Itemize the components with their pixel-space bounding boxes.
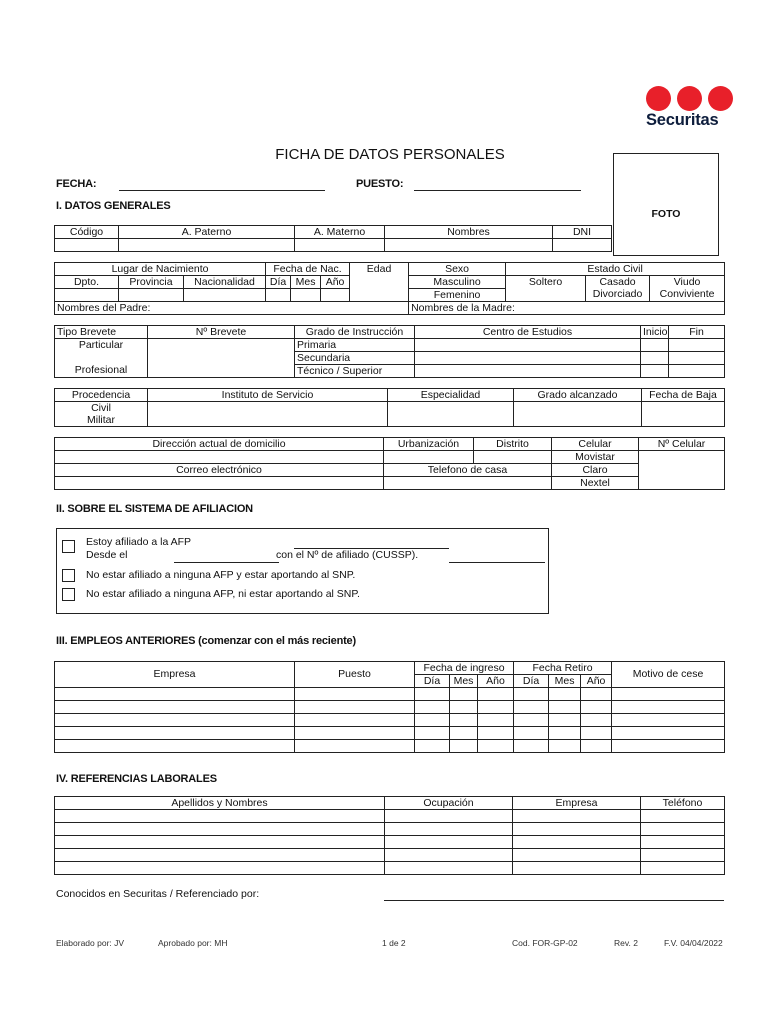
apellidos-nombres-header: Apellidos y Nombres: [55, 797, 385, 810]
table-row: [55, 862, 725, 875]
nacionalidad-header: Nacionalidad: [184, 276, 266, 289]
table-row: [55, 727, 725, 740]
table-row: [55, 701, 725, 714]
foto-box[interactable]: [613, 153, 719, 256]
procedencia-header: Procedencia: [55, 389, 148, 402]
procedencia-civil[interactable]: Civil: [55, 402, 148, 415]
centro-tecnico-field[interactable]: [415, 365, 641, 378]
provincia-field[interactable]: [119, 289, 184, 302]
n-celular-field[interactable]: [639, 451, 725, 490]
fin-tecnico-field[interactable]: [669, 365, 725, 378]
estado-viudo[interactable]: Viudo: [650, 276, 725, 289]
col-codigo: Código: [55, 226, 119, 239]
desde-field[interactable]: [174, 562, 279, 563]
sexo-masculino[interactable]: Masculino: [409, 276, 506, 289]
section-4-title: IV. REFERENCIAS LABORALES: [56, 773, 217, 785]
centro-primaria-field[interactable]: [415, 339, 641, 352]
col-a-paterno: A. Paterno: [119, 226, 295, 239]
edad-header: Edad: [350, 263, 409, 276]
ingreso-anio-header: Año: [478, 675, 514, 688]
urbanizacion-header: Urbanización: [384, 438, 474, 451]
snp-label: No estar afiliado a ninguna AFP y estar aportando al SNP.: [86, 569, 356, 581]
footer-fecha-version: F.V. 04/04/2022: [664, 938, 723, 948]
centro-estudios-header: Centro de Estudios: [415, 326, 641, 339]
afp-checkbox[interactable]: [62, 540, 75, 553]
securitas-logo: Securitas: [646, 111, 719, 129]
retiro-mes-header: Mes: [549, 675, 581, 688]
table-row: [55, 810, 725, 823]
inicio-secundaria-field[interactable]: [641, 352, 669, 365]
cussp-field[interactable]: [449, 562, 545, 563]
a-paterno-field[interactable]: [119, 239, 295, 252]
instituto-header: Instituto de Servicio: [148, 389, 388, 402]
estado-civil-header: Estado Civil: [506, 263, 725, 276]
ingreso-dia-header: Día: [415, 675, 450, 688]
dia-header: Día: [266, 276, 291, 289]
afiliado-afp-label: Estoy afiliado a la AFP: [86, 536, 192, 548]
retiro-anio-header: Año: [581, 675, 612, 688]
instituto-field[interactable]: [148, 402, 388, 427]
logo-dot-icon: [708, 86, 733, 111]
grado-primaria[interactable]: Primaria: [295, 339, 415, 352]
fin-secundaria-field[interactable]: [669, 352, 725, 365]
foto-label: FOTO: [651, 208, 681, 220]
footer-aprobado: Aprobado por: MH: [158, 938, 228, 948]
ingreso-mes-header: Mes: [450, 675, 478, 688]
brevete-instruccion-table: [54, 325, 725, 378]
especialidad-header: Especialidad: [388, 389, 514, 402]
form-title: FICHA DE DATOS PERSONALES: [275, 146, 505, 163]
dni-field[interactable]: [553, 239, 612, 252]
n-brevete-header: Nº Brevete: [148, 326, 295, 339]
celular-nextel[interactable]: Nextel: [552, 477, 639, 490]
celular-movistar[interactable]: Movistar: [552, 451, 639, 464]
no-snp-checkbox[interactable]: [62, 588, 75, 601]
fecha-ingreso-header: Fecha de ingreso: [415, 662, 514, 675]
sexo-femenino[interactable]: Femenino: [409, 289, 506, 302]
empresa-ref-header: Empresa: [513, 797, 641, 810]
direccion-header: Dirección actual de domicilio: [55, 438, 384, 451]
centro-secundaria-field[interactable]: [415, 352, 641, 365]
grado-instruccion-header: Grado de Instrucción: [295, 326, 415, 339]
grado-alcanzado-header: Grado alcanzado: [514, 389, 642, 402]
mes-header: Mes: [291, 276, 321, 289]
provincia-header: Provincia: [119, 276, 184, 289]
table-row: [55, 836, 725, 849]
table-row: [55, 740, 725, 753]
empresa-header: Empresa: [55, 662, 295, 688]
nombres-field[interactable]: [385, 239, 553, 252]
table-row: [55, 849, 725, 862]
retiro-dia-header: Día: [514, 675, 549, 688]
dia-field[interactable]: [266, 289, 291, 302]
section-3-title: III. EMPLEOS ANTERIORES (comenzar con el más reciente): [56, 635, 356, 647]
celular-header: Celular: [552, 438, 639, 451]
snp-checkbox[interactable]: [62, 569, 75, 582]
a-materno-field[interactable]: [295, 239, 385, 252]
conocidos-field[interactable]: [384, 900, 724, 901]
footer-codigo: Cod. FOR-GP-02: [512, 938, 578, 948]
conocidos-label: Conocidos en Securitas / Referenciado por:: [56, 888, 260, 900]
inicio-tecnico-field[interactable]: [641, 365, 669, 378]
puesto-label: PUESTO:: [356, 178, 404, 190]
cussp-label: con el Nº de afiliado (CUSSP).: [276, 549, 419, 561]
inicio-primaria-field[interactable]: [641, 339, 669, 352]
grado-alcanzado-field[interactable]: [514, 402, 642, 427]
telefono-casa-header: Telefono de casa: [384, 464, 552, 477]
correo-header: Correo electrónico: [55, 464, 384, 477]
table-row: [55, 823, 725, 836]
domicilio-table: [54, 437, 725, 490]
n-brevete-field[interactable]: [148, 339, 295, 378]
footer-elaborado: Elaborado por: JV: [56, 938, 125, 948]
securitas-logo-dots: [646, 86, 734, 110]
fecha-baja-header: Fecha de Baja: [642, 389, 725, 402]
sexo-header: Sexo: [409, 263, 506, 276]
brevete-particular[interactable]: Particular: [55, 339, 148, 352]
estado-divorciado[interactable]: Divorciado: [586, 289, 650, 302]
afiliacion-box: [56, 528, 549, 614]
fin-primaria-field[interactable]: [669, 339, 725, 352]
fecha-retiro-header: Fecha Retiro: [514, 662, 612, 675]
n-celular-header: Nº Celular: [639, 438, 725, 451]
anio-field[interactable]: [321, 289, 350, 302]
ocupacion-header: Ocupación: [385, 797, 513, 810]
empleos-table: [54, 661, 725, 753]
footer-pagina: 1 de 2: [382, 938, 406, 948]
especialidad-field[interactable]: [388, 402, 514, 427]
col-a-materno: A. Materno: [295, 226, 385, 239]
estado-conviviente[interactable]: Conviviente: [650, 289, 725, 302]
correo-field[interactable]: [55, 477, 384, 490]
fin-header: Fin: [669, 326, 725, 339]
no-snp-label: No estar afiliado a ninguna AFP, ni estar aportando al SNP.: [86, 588, 360, 600]
dpto-field[interactable]: [55, 289, 119, 302]
fecha-label: FECHA:: [56, 178, 97, 190]
edad-field[interactable]: [350, 276, 409, 302]
codigo-field[interactable]: [55, 239, 119, 252]
puesto-field[interactable]: [414, 190, 581, 191]
nacionalidad-field[interactable]: [184, 289, 266, 302]
estado-soltero[interactable]: Soltero: [506, 276, 586, 289]
dpto-header: Dpto.: [55, 276, 119, 289]
section-2-title: II. SOBRE EL SISTEMA DE AFILIACION: [56, 503, 253, 515]
anio-header: Año: [321, 276, 350, 289]
desde-label: Desde el: [86, 549, 128, 561]
table-row: [55, 714, 725, 727]
telefono-header: Teléfono: [641, 797, 725, 810]
fecha-field[interactable]: [119, 190, 325, 191]
nombres-padre-field[interactable]: Nombres del Padre:: [55, 302, 409, 315]
table-row: [55, 688, 725, 701]
tipo-brevete-header: Tipo Brevete: [55, 326, 148, 339]
distrito-header: Distrito: [474, 438, 552, 451]
fecha-nac-header: Fecha de Nac.: [266, 263, 350, 276]
section-1-title: I. DATOS GENERALES: [56, 200, 171, 212]
fecha-baja-field[interactable]: [642, 402, 725, 427]
logo-dot-icon: [677, 86, 702, 111]
col-dni: DNI: [553, 226, 612, 239]
footer-revision: Rev. 2: [614, 938, 638, 948]
grado-secundaria[interactable]: Secundaria: [295, 352, 415, 365]
nacimiento-table: [54, 262, 725, 315]
brevete-profesional[interactable]: Profesional: [55, 365, 148, 378]
procedencia-militar[interactable]: Militar: [55, 414, 148, 427]
mes-field[interactable]: [291, 289, 321, 302]
celular-claro[interactable]: Claro: [552, 464, 639, 477]
urbanizacion-field[interactable]: [384, 451, 474, 464]
motivo-cese-header: Motivo de cese: [612, 662, 725, 688]
procedencia-table: [54, 388, 725, 427]
col-nombres: Nombres: [385, 226, 553, 239]
logo-dot-icon: [646, 86, 671, 111]
grado-tecnico[interactable]: Técnico / Superior: [295, 365, 415, 378]
referencias-table: [54, 796, 725, 875]
inicio-header: Inicio: [641, 326, 669, 339]
estado-casado[interactable]: Casado: [586, 276, 650, 289]
telefono-casa-field[interactable]: [384, 477, 552, 490]
direccion-field[interactable]: [55, 451, 384, 464]
lugar-nacimiento-header: Lugar de Nacimiento: [55, 263, 266, 276]
puesto-header: Puesto: [295, 662, 415, 688]
nombres-madre-field[interactable]: Nombres de la Madre:: [409, 302, 725, 315]
distrito-field[interactable]: [474, 451, 552, 464]
datos-generales-table: [54, 225, 612, 252]
